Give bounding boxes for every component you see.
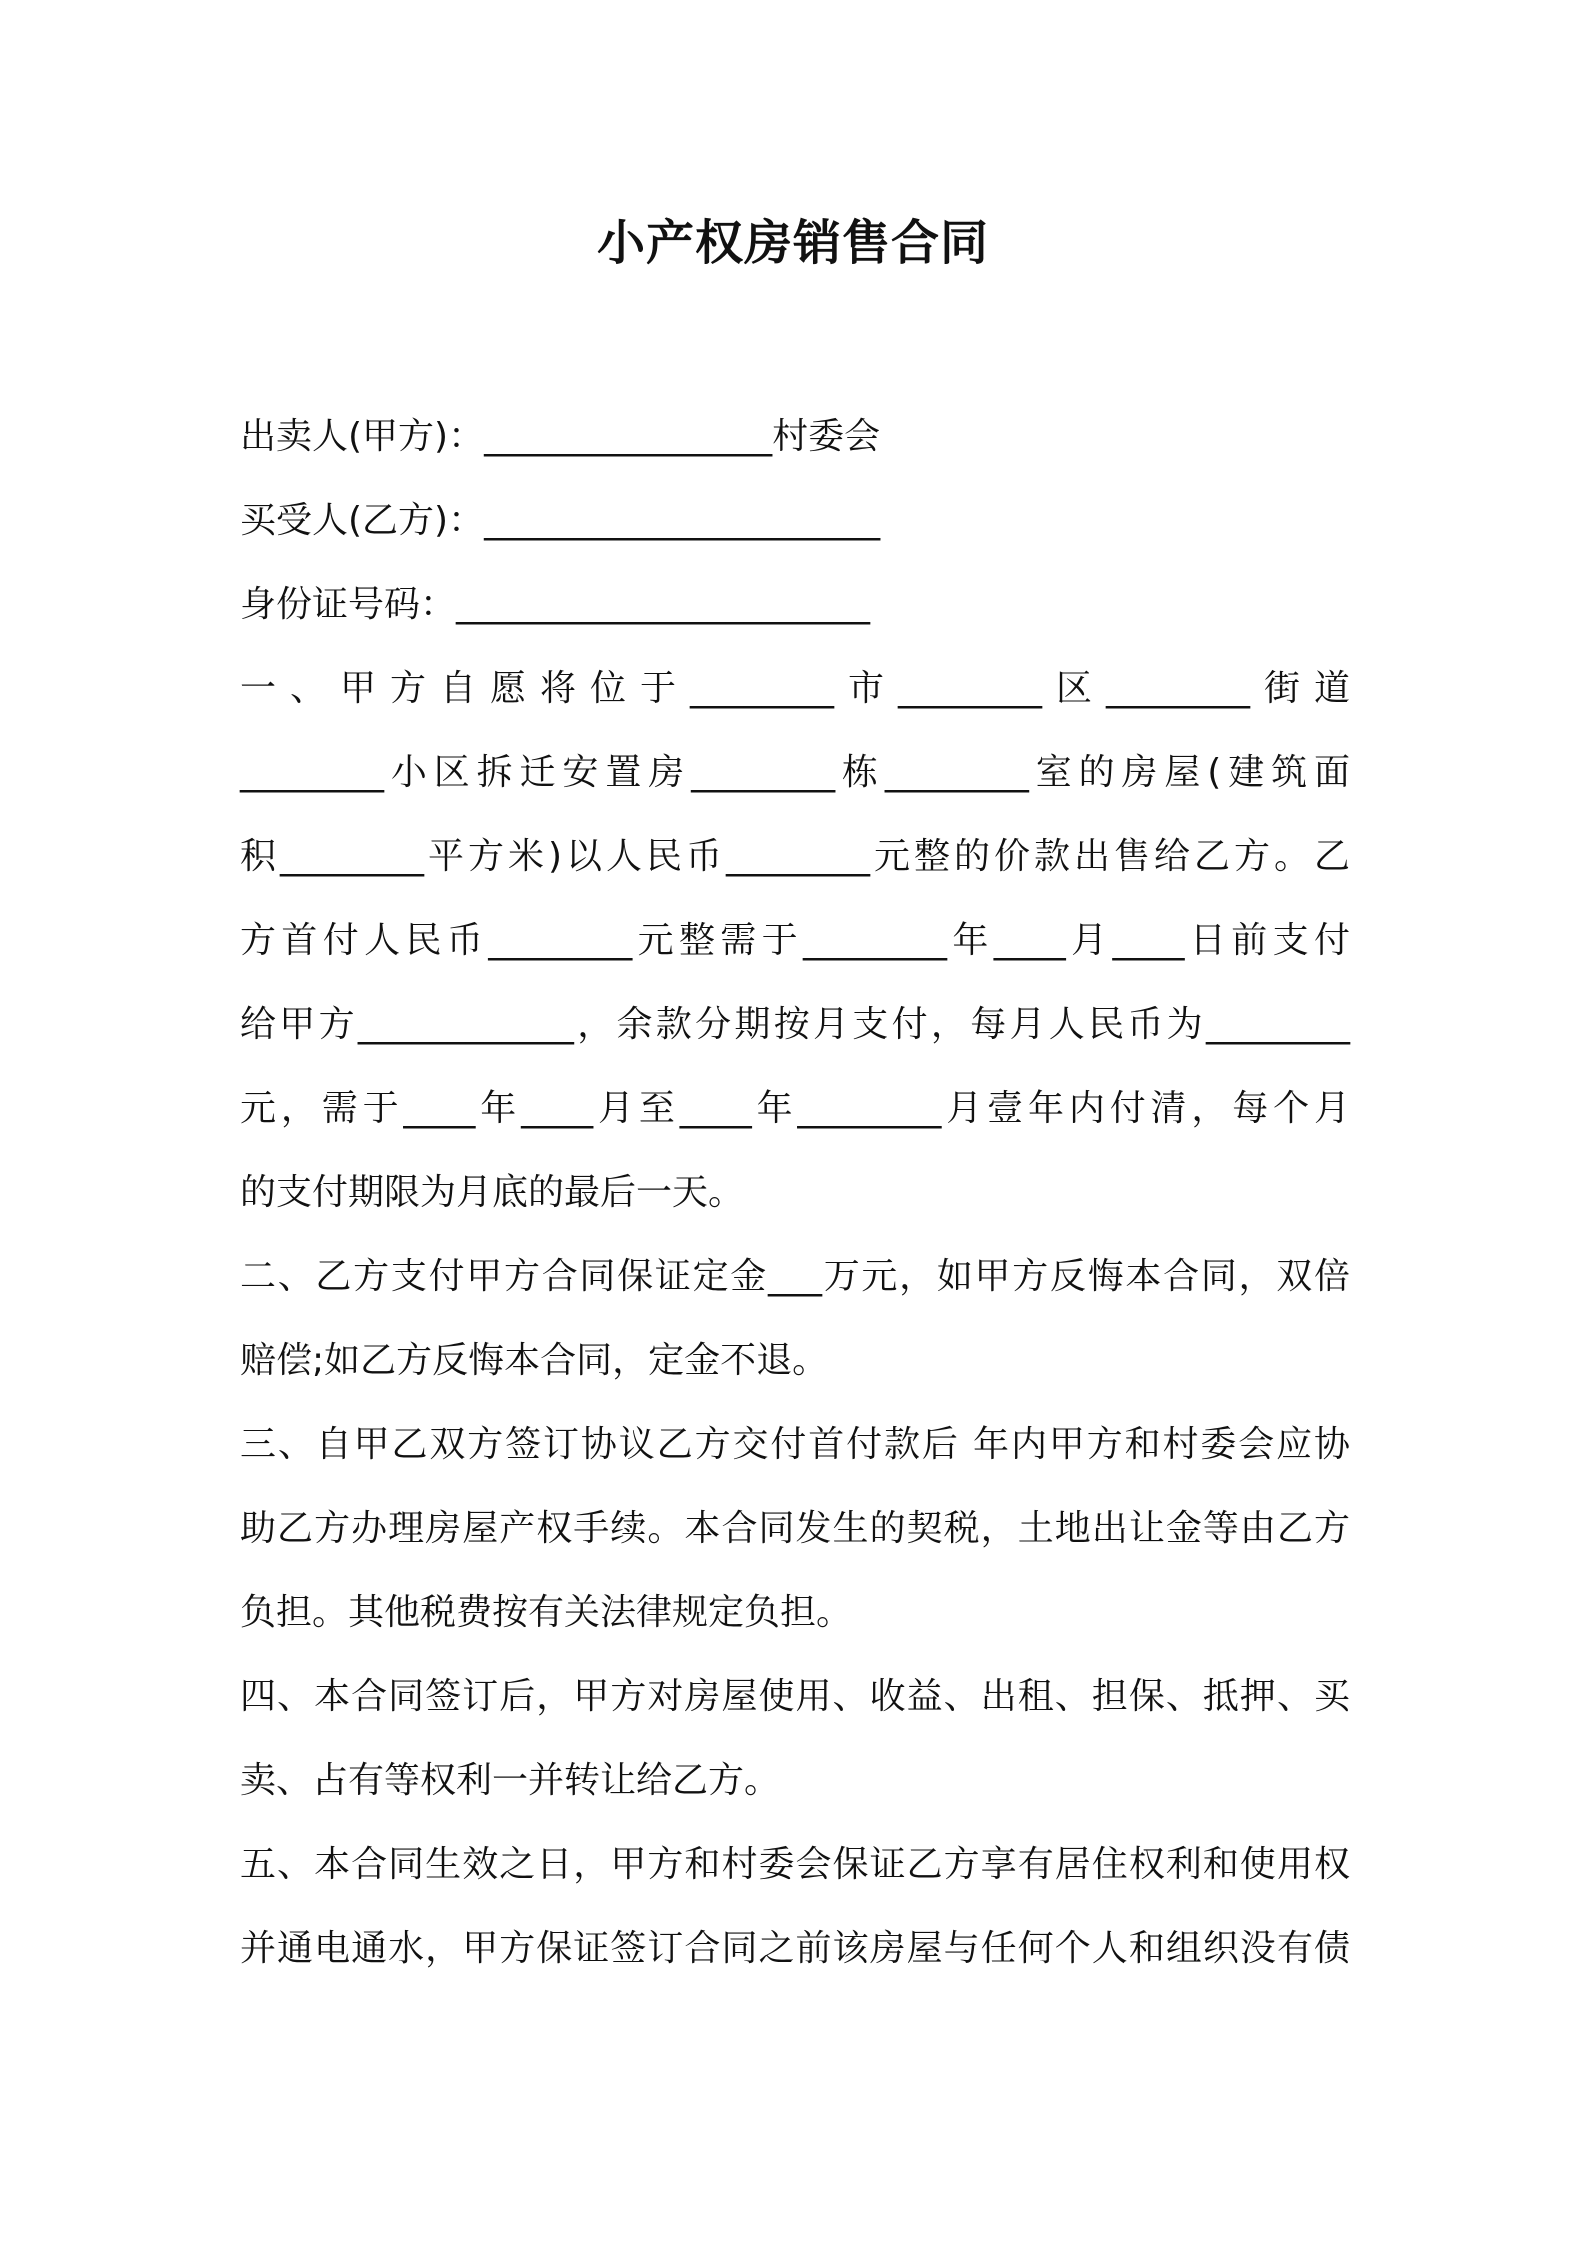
clause-line: 积________平方米)以人民币________元整的价款出售给乙方。乙 (240, 836, 1350, 877)
document-title: 小产权房销售合同 (596, 215, 989, 271)
buyer-line: 买受人(乙方)：______________________ (240, 500, 881, 541)
contract-clauses (240, 647, 1350, 1991)
clause-line: 三、自甲乙双方签订协议乙方交付首付款后 年内甲方和村委会应协 (240, 1424, 1350, 1465)
clause-line: 五、本合同生效之日，甲方和村委会保证乙方享有居住权利和使用权 (240, 1844, 1350, 1885)
id-number-line: 身份证号码：_______________________ (240, 584, 871, 625)
clause-line: 赔偿;如乙方反悔本合同，定金不退。 (240, 1340, 829, 1381)
clause-line: 元，需于____年____月至____年________月壹年内付清，每个月 (240, 1088, 1350, 1129)
clause-line: 二、乙方支付甲方合同保证定金___万元，如甲方反悔本合同，双倍 (240, 1256, 1350, 1297)
clause-line: 四、本合同签订后，甲方对房屋使用、收益、出租、担保、抵押、买 (240, 1676, 1350, 1717)
clause-line: 卖、占有等权利一并转让给乙方。 (240, 1760, 781, 1801)
clause-line: ________小区拆迁安置房________栋________室的房屋(建筑面 (240, 752, 1350, 793)
clause-line: 给甲方____________，余款分期按月支付，每月人民币为________ (240, 1004, 1350, 1045)
clause-line: 方首付人民币________元整需于________年____月____日前支付 (240, 920, 1350, 961)
clause-line: 助乙方办理房屋产权手续。本合同发生的契税，土地出让金等由乙方 (240, 1508, 1350, 1549)
clause-line: 一、甲方自愿将位于________市________区________街道 (240, 668, 1350, 709)
clause-line: 负担。其他税费按有关法律规定负担。 (240, 1592, 853, 1633)
party-info (240, 395, 1350, 647)
clause-line: 的支付期限为月底的最后一天。 (240, 1172, 745, 1213)
seller-line: 出卖人(甲方)：________________村委会 (240, 416, 881, 457)
clause-line: 并通电通水，甲方保证签订合同之前该房屋与任何个人和组织没有债 (240, 1928, 1350, 1969)
